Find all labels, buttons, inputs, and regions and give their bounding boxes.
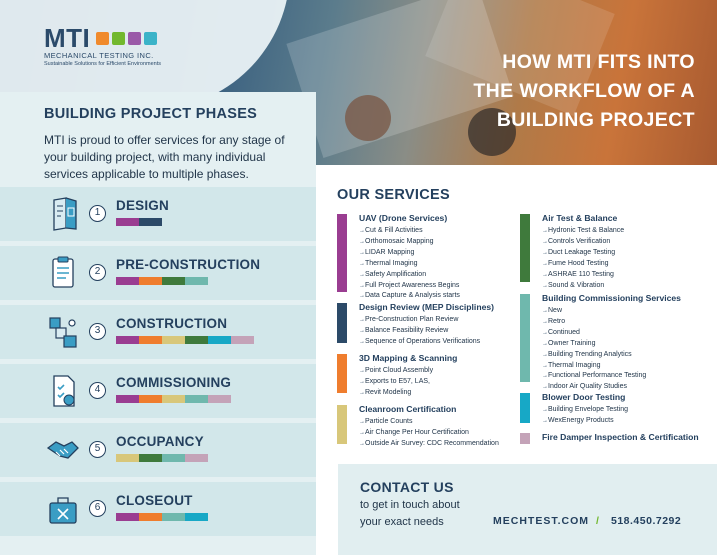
phase-color-swatch [162, 277, 185, 285]
service-item: → Revit Modeling [359, 388, 433, 399]
phase-number: 3 [89, 323, 106, 340]
phase-color-bars [116, 395, 231, 403]
service-items [359, 366, 433, 399]
phase-color-swatch [139, 395, 162, 403]
service-title: UAV (Drone Services) [359, 213, 448, 223]
phase-color-swatch [116, 336, 139, 344]
service-color-bar [520, 433, 530, 444]
phase-label: DESIGN [116, 198, 169, 213]
phase-label: CLOSEOUT [116, 493, 193, 508]
phase-row [0, 305, 316, 359]
phase-color-bars [116, 277, 208, 285]
phase-color-swatch [116, 395, 139, 403]
contact-text: to get in touch about your exact needs [360, 499, 460, 528]
service-color-bar [337, 303, 347, 343]
service-item: → Full Project Awareness Begins [359, 281, 460, 292]
service-item: → Functional Performance Testing [542, 371, 646, 382]
hero-title: HOW MTI FITS INTO THE WORKFLOW OF A BUILDING PROJECT [473, 51, 695, 131]
phase-row [0, 364, 316, 418]
checklist-icon [46, 373, 80, 409]
service-title: 3D Mapping & Scanning [359, 353, 458, 363]
service-title: Building Commissioning Services [542, 293, 681, 303]
handshake-icon [46, 432, 80, 468]
service-item: → Building Trending Analytics [542, 350, 646, 361]
mti-logo [44, 23, 224, 67]
phase-color-swatch [185, 513, 208, 521]
phase-label: PRE-CONSTRUCTION [116, 257, 261, 272]
service-color-bar [520, 393, 530, 423]
logo-company-name: MECHANICAL TESTING INC. [44, 51, 154, 60]
phase-color-bars [116, 513, 208, 521]
service-item: → WexEnergy Products [542, 416, 628, 427]
services-heading: OUR SERVICES [337, 187, 450, 203]
crane-icon [46, 314, 80, 350]
logo-tagline: Sustainable Solutions for Efficient Environments [44, 61, 161, 67]
phase-color-swatch [185, 336, 208, 344]
service-item: → Exports to E57, LAS, [359, 377, 433, 388]
phase-number: 1 [89, 205, 106, 222]
service-item: → Outside Air Survey: CDC Recommendation [359, 439, 499, 450]
phase-color-swatch [162, 454, 185, 462]
toolbox-icon [46, 491, 80, 527]
service-items [359, 417, 499, 450]
service-color-bar [337, 354, 347, 393]
phase-row [0, 482, 316, 536]
logo-tile [144, 32, 157, 45]
phase-color-bars [116, 454, 208, 462]
service-title: Blower Door Testing [542, 392, 626, 402]
service-item: → Safety Amplification [359, 270, 460, 281]
service-color-bar [520, 294, 530, 382]
service-items [359, 226, 460, 302]
service-item: → Fume Hood Testing [542, 259, 624, 270]
phase-row [0, 423, 316, 477]
service-item: → Data Capture & Analysis starts [359, 291, 460, 302]
phase-color-bars [116, 336, 254, 344]
service-item: → Building Envelope Testing [542, 405, 628, 416]
phase-color-swatch [185, 454, 208, 462]
service-item: → Thermal Imaging [359, 259, 460, 270]
service-item: → ASHRAE 110 Testing [542, 270, 624, 281]
phase-number: 6 [89, 500, 106, 517]
phase-row [0, 246, 316, 300]
service-items [542, 405, 628, 427]
service-item: → LIDAR Mapping [359, 248, 460, 259]
service-title: Fire Damper Inspection & Certification [542, 432, 699, 442]
clipboard-icon [46, 255, 80, 291]
phase-color-swatch [139, 277, 162, 285]
service-title: Design Review (MEP Disciplines) [359, 302, 494, 312]
phase-color-swatch [208, 336, 231, 344]
phase-label: CONSTRUCTION [116, 316, 228, 331]
phase-label: COMMISSIONING [116, 375, 232, 390]
phase-color-swatch [162, 395, 185, 403]
phase-color-swatch [185, 395, 208, 403]
phase-color-swatch [116, 513, 139, 521]
service-item: → Air Change Per Hour Certification [359, 428, 499, 439]
phase-color-swatch [116, 454, 139, 462]
phone-number[interactable]: 518.450.7292 [611, 515, 682, 527]
phase-color-swatch [208, 395, 231, 403]
service-item: → Indoor Air Quality Studies [542, 382, 646, 393]
phase-color-swatch [116, 218, 139, 226]
phase-color-swatch [139, 336, 162, 344]
service-item: → Particle Counts [359, 417, 499, 428]
phases-intro: MTI is proud to offer services for any stage of your building project, with many individual services applicable to multiple phases. [44, 133, 285, 181]
phase-color-swatch [139, 513, 162, 521]
logo-tile [96, 32, 109, 45]
phase-color-swatch [116, 277, 139, 285]
service-item: → Duct Leakage Testing [542, 248, 624, 259]
service-item: → Orthomosaic Mapping [359, 237, 460, 248]
service-item: → Balance Feasibility Review [359, 326, 480, 337]
service-color-bar [520, 214, 530, 282]
service-item: → Continued [542, 328, 646, 339]
phase-color-swatch [162, 336, 185, 344]
service-item: → Thermal Imaging [542, 361, 646, 372]
service-item: → New [542, 306, 646, 317]
photo-person [345, 95, 391, 141]
phase-color-swatch [162, 513, 185, 521]
service-color-bar [337, 214, 347, 292]
phase-number: 2 [89, 264, 106, 281]
service-item: → Retro [542, 317, 646, 328]
blueprint-icon [46, 196, 80, 232]
service-item: → Hydronic Test & Balance [542, 226, 624, 237]
service-item: → Sequence of Operations Verifications [359, 337, 480, 348]
service-item: → Point Cloud Assembly [359, 366, 433, 377]
service-items [359, 315, 480, 348]
service-item: → Pre-Construction Plan Review [359, 315, 480, 326]
website-link[interactable]: MECHTEST.COM [493, 515, 589, 527]
contact-heading: CONTACT US [360, 479, 454, 495]
contact-separator: / [596, 515, 599, 527]
service-title: Air Test & Balance [542, 213, 618, 223]
phase-color-swatch [231, 336, 254, 344]
logo-wordmark: MTI [44, 23, 91, 53]
service-item: → Owner Training [542, 339, 646, 350]
logo-tile [112, 32, 125, 45]
phase-color-bars [116, 218, 162, 226]
service-color-bar [337, 405, 347, 444]
phase-color-swatch [185, 277, 208, 285]
service-item: → Controls Verification [542, 237, 624, 248]
logo-tiles [96, 32, 157, 45]
phase-label: OCCUPANCY [116, 434, 204, 449]
service-items [542, 306, 646, 393]
phase-color-swatch [139, 218, 162, 226]
service-item: → Cut & Fill Activities [359, 226, 460, 237]
logo-tile [128, 32, 141, 45]
contact-panel [338, 464, 717, 555]
phase-row [0, 187, 316, 241]
service-item: → Sound & Vibration [542, 281, 624, 292]
phase-number: 4 [89, 382, 106, 399]
phase-color-swatch [139, 454, 162, 462]
phases-heading: BUILDING PROJECT PHASES [44, 106, 258, 122]
service-title: Cleanroom Certification [359, 404, 457, 414]
service-items [542, 226, 624, 291]
phase-number: 5 [89, 441, 106, 458]
